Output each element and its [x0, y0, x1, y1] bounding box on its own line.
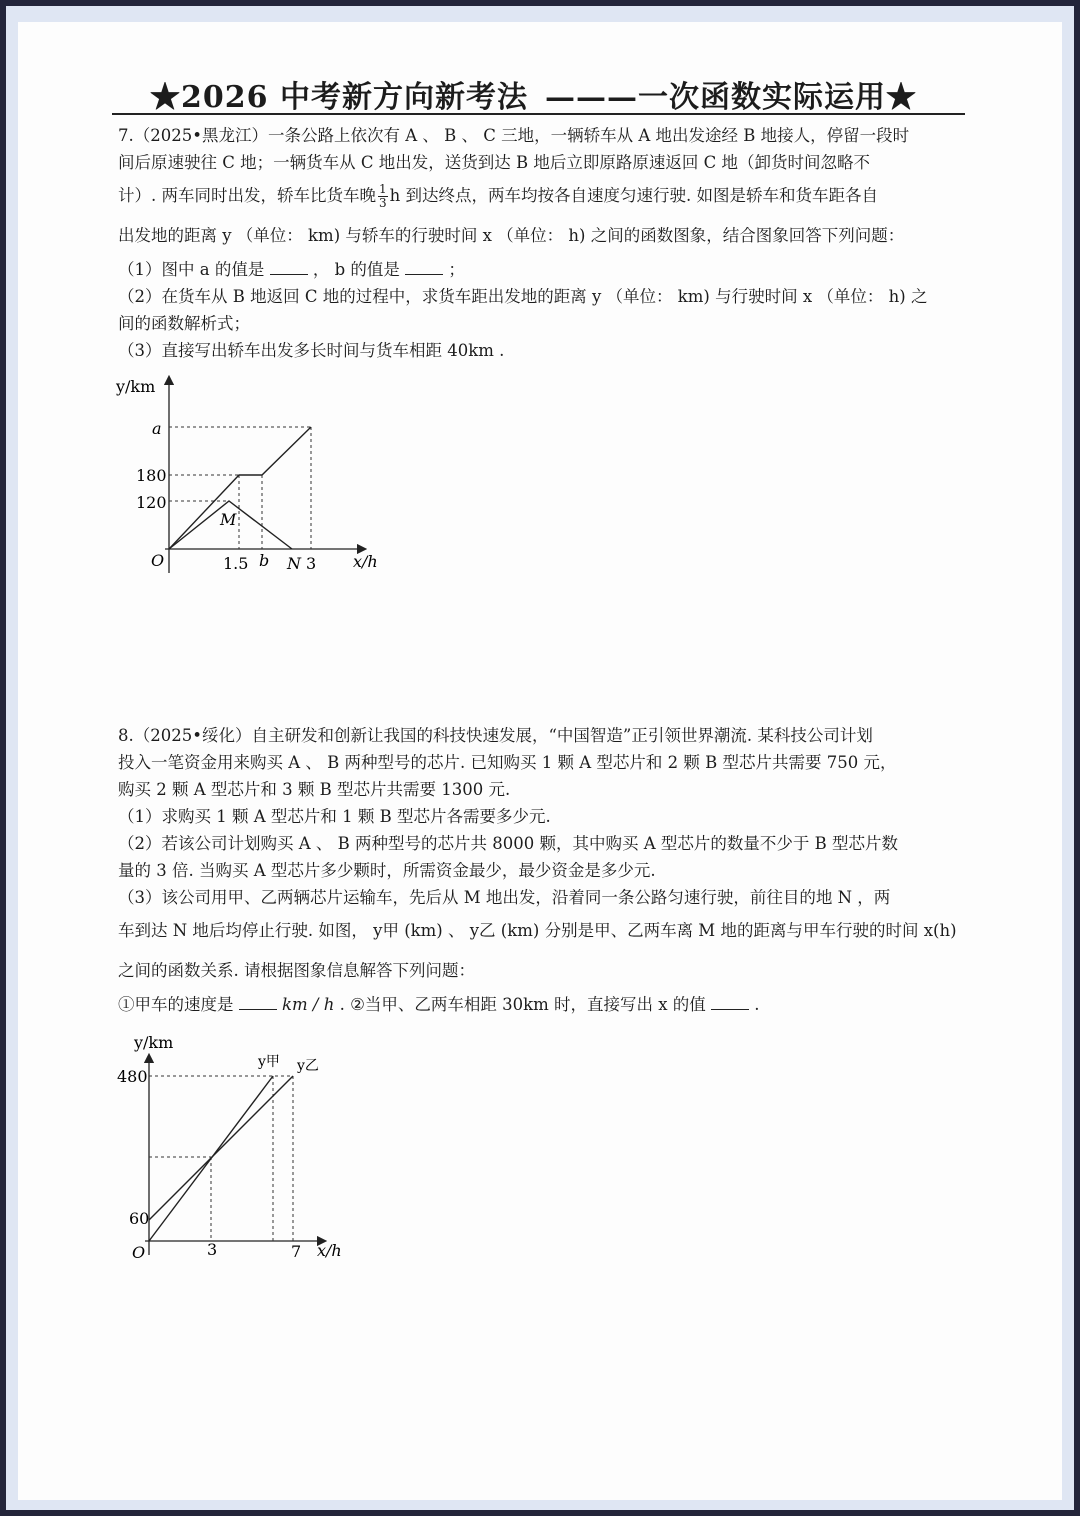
- q7-ytick-a: a: [152, 419, 162, 438]
- q8-sub-2a: （2）若该公司计划购买 A 、 B 两种型号的芯片共 8000 颗，其中购买 A 型芯片的数量不少于 B 型芯片数: [118, 834, 899, 853]
- q7-line-3a: 计）. 两车同时出发，轿车比货车晚: [118, 186, 376, 205]
- q7-sub-2: （2）在货车从 B 地返回 C 地的过程中，求货车距出发地的距离 y （单位： km) 与行驶时间 x （单位： h) 之: [118, 287, 928, 306]
- q8-sub-3d: [118, 991, 968, 1018]
- q7-origin: O: [151, 551, 165, 570]
- fraction-numerator: 1: [379, 182, 387, 196]
- q8-ytick-60: 60: [129, 1209, 150, 1228]
- answer-blank-a[interactable]: [270, 260, 308, 275]
- q7-sub-2b: 间的函数解析式；: [118, 314, 250, 333]
- q7-sub-1b: ， b 的值是: [312, 260, 400, 279]
- title-right: ———一次函数实际运用★: [545, 80, 917, 115]
- q8-ytick-480: 480: [117, 1067, 148, 1086]
- q8-line-3: 购买 2 颗 A 型芯片和 3 颗 B 型芯片共需要 1300 元.: [118, 780, 511, 799]
- q8-sub-3c: 之间的函数关系. 请根据图象信息解答下列问题：: [118, 961, 475, 980]
- page-title: [110, 72, 965, 115]
- q8-sub-2b: 量的 3 倍. 当购买 A 型芯片多少颗时，所需资金最少，最少资金是多少元.: [118, 861, 656, 880]
- title-underline: [112, 113, 965, 115]
- q8-origin: O: [132, 1243, 146, 1262]
- q7-xtick-1-5: 1.5: [223, 554, 249, 573]
- fraction-denominator: 3: [379, 196, 387, 210]
- q7-ytick-120: 120: [136, 493, 167, 512]
- q8-x-label: x/h: [317, 1241, 342, 1260]
- q8-sub-3a: （3）该公司用甲、乙两辆芯片运输车，先后从 M 地出发，沿着同一条公路匀速行驶，前往目的地 N ，两: [118, 888, 891, 907]
- q8-label-yi: y乙: [297, 1058, 319, 1074]
- speed-unit: km / h: [282, 995, 335, 1014]
- q8-sub-1: （1）求购买 1 颗 A 型芯片和 1 颗 B 型芯片各需要多少元.: [118, 807, 551, 826]
- q7-sub-3: （3）直接写出轿车出发多长时间与货车相距 40km .: [118, 341, 505, 360]
- q7-line-1: 7.（2025•黑龙江）一条公路上依次有 A 、 B 、 C 三地，一辆轿车从 A 地出发途经 B 地接人，停留一段时: [118, 126, 910, 145]
- q8-xtick-3: 3: [207, 1240, 218, 1259]
- q7-x-label: x/h: [353, 552, 378, 571]
- q7-sub-1: [118, 256, 968, 283]
- q7-line-3b: h 到达终点，两车均按各自速度匀速行驶. 如图是轿车和货车距各自: [389, 186, 879, 205]
- question-8: [118, 722, 968, 1018]
- q8-sub-3d-b: . ②当甲、乙两车相距 30km 时，直接写出 x 的值: [339, 995, 706, 1014]
- fraction-one-third: [378, 183, 388, 210]
- answer-blank-b[interactable]: [405, 260, 443, 275]
- q7-xtick-b: b: [259, 551, 270, 570]
- q8-line-1: 8.（2025•绥化）自主研发和创新让我国的科技快速发展，“中国智造”正引领世界潮流. 某科技公司计划: [118, 726, 873, 745]
- q8-sub-3d-a: ①甲车的速度是: [118, 995, 234, 1014]
- q8-line-yi: [149, 1076, 293, 1220]
- answer-blank-x[interactable]: [711, 995, 749, 1010]
- q7-line-4: 出发地的距离 y （单位： km) 与轿车的行驶时间 x （单位： h) 之间的函数图象，结合图象回答下列问题：: [118, 226, 905, 245]
- q7-y-label: y/km: [116, 377, 156, 396]
- q7-ytick-180: 180: [136, 466, 167, 485]
- q7-sub-1c: ；: [448, 260, 465, 279]
- q8-sub-3d-c: .: [754, 995, 760, 1014]
- q8-line-2: 投入一笔资金用来购买 A 、 B 两种型号的芯片. 已知购买 1 颗 A 型芯片和 2 颗 B 型芯片共需要 750 元，: [118, 753, 897, 772]
- q8-graph: [112, 1030, 362, 1270]
- q7-point-m: M: [220, 510, 237, 529]
- answer-blank-speed[interactable]: [239, 995, 277, 1010]
- q8-sub-3b: 车到达 N 地后均停止行驶. 如图， y甲 (km) 、 y乙 (km) 分别是甲、乙两车离 M 地的距离与甲车行驶的时间 x(h): [118, 921, 957, 940]
- q8-xtick-7: 7: [291, 1242, 302, 1261]
- q7-sub-1a: （1）图中 a 的值是: [118, 260, 265, 279]
- q7-xtick-n: N: [287, 554, 301, 573]
- q8-label-jia: y甲: [258, 1054, 280, 1070]
- q7-xtick-3: 3: [306, 554, 317, 573]
- q7-line-3: [118, 176, 968, 216]
- q7-graph: [110, 370, 400, 585]
- q7-line-2: 间后原速驶往 C 地；一辆货车从 C 地出发，送货到达 B 地后立即原路原速返回 C 地（卸货时间忽略不: [118, 153, 870, 172]
- q7-car-line: [169, 427, 311, 549]
- question-7: [118, 122, 968, 364]
- title-left: ★2026 中考新方向新考法: [150, 80, 528, 115]
- q8-y-label: y/km: [134, 1033, 174, 1052]
